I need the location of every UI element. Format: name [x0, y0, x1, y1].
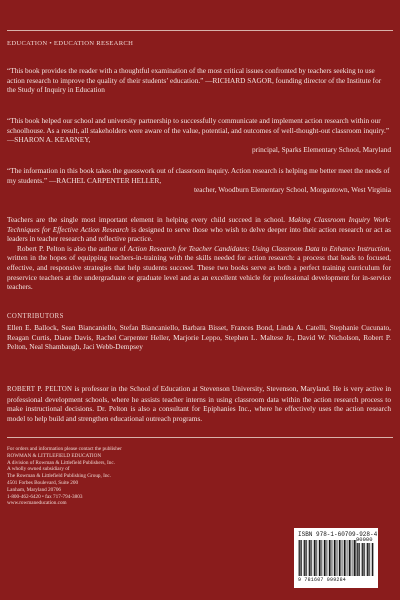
quote-attribution: —RICHARD SAGOR, founding director of the Institute for the Study of Inquiry in Education: [7, 75, 382, 95]
endorsement-quote-1: [7, 66, 391, 95]
publisher-line: For orders and information please contact the publisher: [7, 446, 122, 452]
book-description: [7, 215, 391, 292]
isbn-barcode: [294, 528, 378, 588]
companion-book-title: Action Research for Teacher Candidates: Using Classroom Data to Enhance Instruction: [127, 243, 390, 253]
publisher-line: Lanham, Maryland 20706: [7, 486, 62, 493]
description-text: , written in the hopes of equipping teachers-in-training with the skills needed for action research: a process that leads to focused, effective, and responsive strategies that help students succeed. These two books serve as both a perfect training curriculum for preservice teachers at the undergraduate or graduate level and as an excellent vehicle for professional development for in-service teachers.: [7, 243, 391, 292]
quote-text: “This book provides the reader with a thoughtful examination of the most critical issues confronted by teachers seeking to use action research to improve the quality of their students’ education.”: [7, 66, 375, 85]
publisher-line: The Rowman & Littlefield Publishing Group, Inc.: [7, 473, 112, 480]
description-paragraph-2: [7, 244, 391, 292]
endorsement-quote-2: [7, 116, 391, 155]
quote-text: “The information in this book takes the guesswork out of classroom inquiry. Action research is helping me better meet the needs of my students.”: [7, 166, 390, 185]
quote-attribution-role: teacher, Woodburn Elementary School, Morgantown, West Virginia: [193, 185, 391, 195]
quote-attribution: —SHARON A. KEARNEY,: [7, 135, 91, 145]
publisher-line: A division of Rowman & Littlefield Publishers, Inc.: [7, 459, 115, 466]
author-bio: [7, 384, 391, 423]
contributors-list: Ellen E. Ballock, Sean Biancaniello, Stefan Biancaniello, Barbara Bisset, Frances Bond, Linda A. Catelli, Stephanie Cucunato, Reagan Curtis, Diane Davis, Rachel Carpenter Heller, Marjorie Leppo, Stephen L. Maltese Jr., David W. Nicholson, Robert P. Pelton, Neal Shambaugh, Jaci Webb-Dempsey: [7, 323, 391, 352]
publisher-line: ROWMAN & LITTLEFIELD EDUCATION: [7, 452, 102, 459]
description-text: Teachers are the single most important element in helping every child succeed in school.: [7, 215, 289, 224]
publisher-info: [7, 446, 122, 507]
quote-attribution-role: principal, Sparks Elementary School, Maryland: [251, 145, 391, 155]
quote-text: “This book helped our school and university partnership to successfully communicate and implement action research within our schoolhouse. As a result, all stakeholders were aware of the value, potential, and outcomes of well-thought-out classroom inquiry.”: [7, 116, 390, 135]
book-title: Making Classroom Inquiry Work: Techniques for Effective Action Research: [7, 215, 391, 234]
barcode-bars: [298, 540, 358, 576]
bottom-divider: [7, 437, 393, 438]
top-divider: [7, 30, 393, 31]
price-addon-bars: [356, 543, 374, 576]
publisher-line: 1-800-462-6420 • fax 717-794-3803: [7, 493, 83, 500]
endorsement-quote-3: [7, 166, 391, 195]
publisher-line: A wholly owned subsidiary of: [7, 466, 70, 473]
author-name: ROBERT P. PELTON: [7, 386, 73, 393]
description-text: Robert P. Pelton is also the author of: [17, 243, 128, 253]
description-paragraph-1: [7, 215, 391, 244]
contributors-heading: CONTRIBUTORS: [7, 313, 64, 320]
barcode-digits: 9 781607 099284: [298, 577, 347, 583]
author-bio-text: is professor in the School of Education at Stevenson University, Stevenson, Maryland. He is very active in professional development schools, where he assists teacher interns in using classroom data within the action research process to make instructional decisions. Dr. Pelton is also a consultant for Epiphanies Inc., where he effectively uses the action research model to help build and strengthen educational outreach programs.: [7, 384, 392, 423]
quote-attribution: —RACHEL CARPENTER HELLER,: [48, 175, 162, 185]
publisher-line: www.rowmaneducation.com: [7, 500, 67, 507]
isbn-number: ISBN 978-1-60709-928-4: [298, 531, 378, 538]
description-text: is designed to serve those who wish to delve deeper into their action research or act as leaders in teacher research and reflective practice.: [7, 224, 391, 244]
category-label: EDUCATION • EDUCATION RESEARCH: [7, 40, 134, 47]
price-addon-number: 90000: [356, 536, 373, 543]
publisher-line: 4501 Forbes Boulevard, Suite 200: [7, 479, 79, 486]
